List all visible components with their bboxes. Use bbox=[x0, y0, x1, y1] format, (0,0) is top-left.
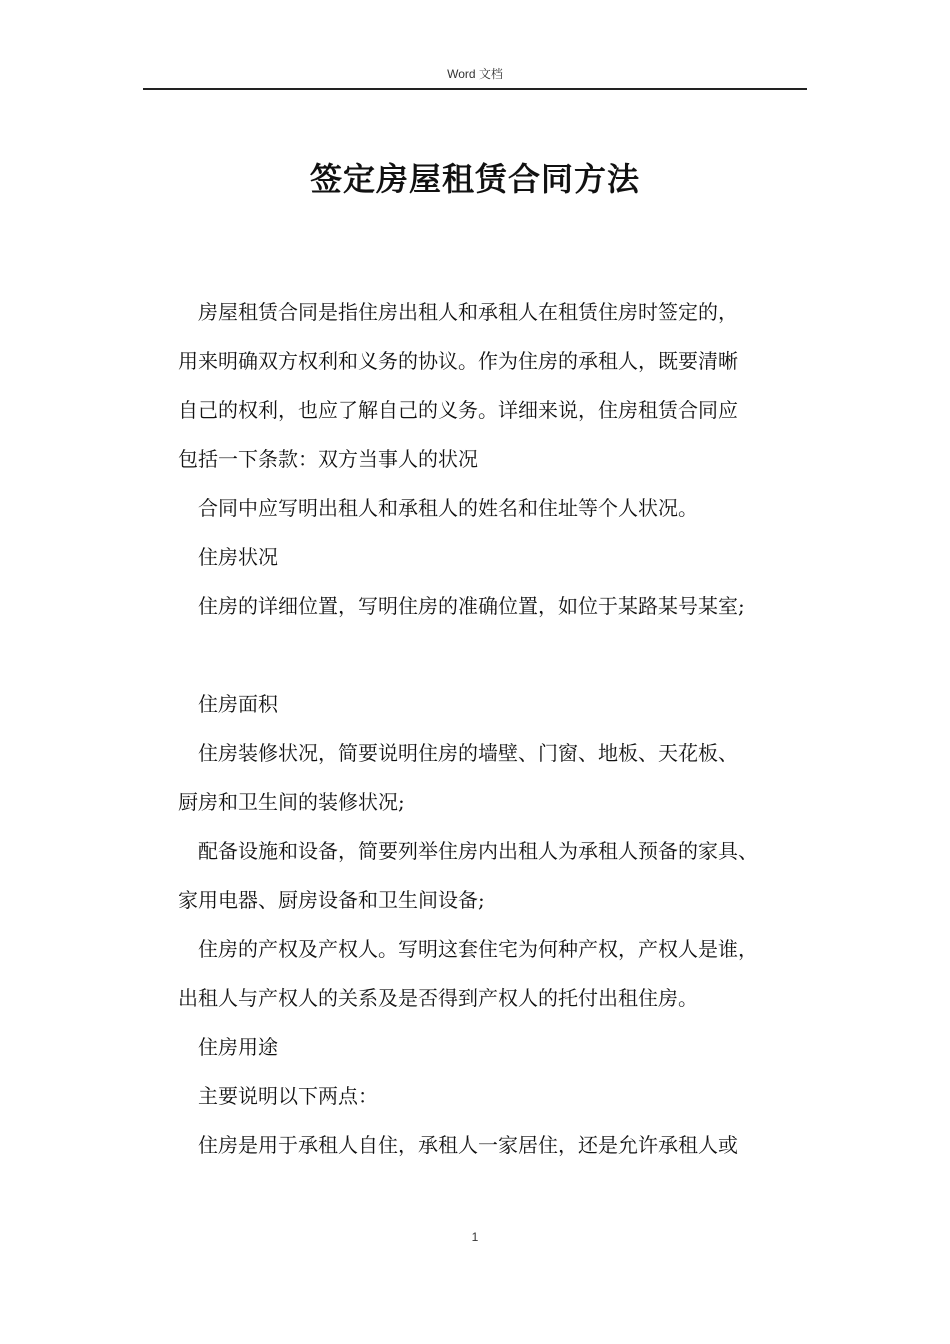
text-line: 住房用途 bbox=[198, 1035, 278, 1059]
text-line: 出租人与产权人的关系及是否得到产权人的托付出租住房。 bbox=[178, 986, 698, 1010]
paragraph-heading bbox=[178, 680, 818, 729]
text-line: 房屋租赁合同是指住房出租人和承租人在租赁住房时签定的， bbox=[198, 300, 738, 324]
text-line: 厨房和卫生间的装修状况; bbox=[178, 790, 405, 814]
paragraph bbox=[178, 729, 818, 827]
paragraph bbox=[178, 925, 818, 1023]
text-line: 用来明确双方权利和义务的协议。作为住房的承租人，既要清晰 bbox=[178, 349, 738, 373]
paragraph bbox=[178, 582, 818, 631]
paragraph bbox=[178, 1072, 818, 1121]
text-line: 住房是用于承租人自住，承租人一家居住，还是允许承租人或 bbox=[198, 1133, 738, 1157]
text-line: 合同中应写明出租人和承租人的姓名和住址等个人状况。 bbox=[198, 496, 698, 520]
paragraph-heading bbox=[178, 533, 818, 582]
paragraph bbox=[178, 1121, 818, 1170]
paragraph-intro bbox=[178, 288, 818, 484]
text-line: 住房的详细位置，写明住房的准确位置，如位于某路某号某室; bbox=[198, 594, 745, 618]
text-line: 配备设施和设备，简要列举住房内出租人为承租人预备的家具、 bbox=[198, 839, 758, 863]
text-line: 包括一下条款：双方当事人的状况 bbox=[178, 447, 478, 471]
header-text: Word 文档 bbox=[447, 67, 503, 81]
text-line: 家用电器、厨房设备和卫生间设备; bbox=[178, 888, 485, 912]
text-line: 住房状况 bbox=[198, 545, 278, 569]
paragraph bbox=[178, 827, 818, 925]
text-line: 住房的产权及产权人。写明这套住宅为何种产权，产权人是谁， bbox=[198, 937, 758, 961]
document-body bbox=[178, 288, 818, 1170]
page-number: 1 bbox=[471, 1230, 479, 1244]
text-line: 住房面积 bbox=[198, 692, 278, 716]
text-line: 住房装修状况，简要说明住房的墙壁、门窗、地板、天花板、 bbox=[198, 741, 738, 765]
paragraph bbox=[178, 484, 818, 533]
document-title: 签定房屋租赁合同方法 bbox=[309, 160, 640, 198]
text-line: 自己的权利，也应了解自己的义务。详细来说，住房租赁合同应 bbox=[178, 398, 738, 422]
blank-line bbox=[178, 631, 818, 680]
page-header bbox=[143, 60, 807, 90]
text-line: 主要说明以下两点： bbox=[198, 1084, 378, 1108]
paragraph-heading bbox=[178, 1023, 818, 1072]
